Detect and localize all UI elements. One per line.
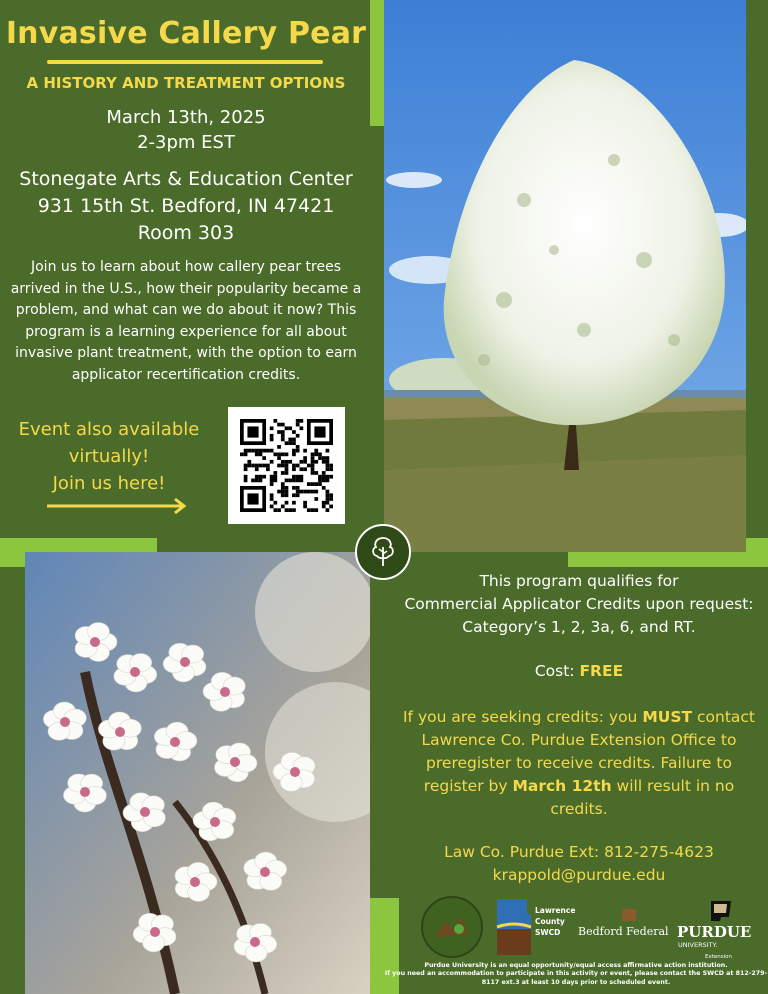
event-description: Join us to learn about how callery pear trees arrived in the U.S., how their popularity became a problem, and what can we do about it now? This program is a learning experience for all about invasive plant treatment, with the option to earn applicator recertification credits.: [10, 259, 362, 383]
swcd-seal-logo: [422, 897, 482, 957]
event-venue: [0, 166, 372, 247]
venue-room: Room 303: [137, 222, 235, 244]
lawrence-line-1: Lawrence: [535, 906, 576, 915]
qr-code[interactable]: [228, 407, 345, 524]
cost-value: FREE: [579, 662, 624, 680]
contact-info: [390, 841, 768, 887]
sponsor-logos: [415, 895, 765, 960]
bedford-text: Bedford Federal: [578, 925, 669, 938]
event-datetime: [0, 105, 372, 155]
credits-line-1: This program qualifies for: [479, 572, 679, 590]
notice-part-1: If you are seeking credits: you: [402, 708, 643, 726]
cost-label: Cost:: [534, 662, 575, 680]
blossom-photo: [25, 552, 370, 994]
event-time: 2-3pm EST: [137, 132, 235, 153]
notice-part-2: contact Lawrence Co. Purdue Extension Office to preregister to receive credits. Failure to register by: [421, 708, 755, 795]
event-date: March 13th, 2025: [106, 107, 266, 128]
disclaimer-line-2: If you need an accommodation to participate in this activity or event, please contact the SWCD at 812-279-8117 ext.3 at least 10 days prior to scheduled event.: [384, 970, 768, 986]
qr-code-pattern: [240, 419, 333, 512]
virtual-callout: [14, 416, 204, 497]
lawrence-line-2: County: [535, 917, 565, 926]
notice-must: MUST: [642, 708, 693, 726]
contact-phone: Law Co. Purdue Ext: 812-275-4623: [444, 843, 714, 861]
notice-deadline: March 12th: [512, 777, 612, 795]
purdue-university-text: UNIVERSITY.: [678, 941, 718, 949]
lawrence-line-3: SWCD: [535, 928, 561, 937]
title-underline: [47, 60, 323, 64]
arrow-right-icon: [47, 496, 189, 516]
venue-address: 931 15th St. Bedford, IN 47421: [37, 195, 335, 217]
event-subtitle: A HISTORY AND TREATMENT OPTIONS: [26, 74, 346, 92]
credits-line-2: Commercial Applicator Credits upon request:: [404, 595, 754, 613]
registration-notice: [390, 706, 768, 821]
cost-info: [390, 660, 768, 683]
notice-part-3: will result in no credits.: [550, 777, 735, 818]
venue-name: Stonegate Arts & Education Center: [19, 168, 353, 190]
contact-email[interactable]: krappold@purdue.edu: [492, 866, 666, 884]
credits-line-3: Category’s 1, 2, 3a, 6, and RT.: [462, 618, 696, 636]
disclaimer: [384, 962, 768, 987]
bedford-federal-logo: [578, 909, 669, 938]
event-title: Invasive Callery Pear: [5, 16, 367, 51]
purdue-extension-text: Extension: [705, 954, 733, 960]
credits-info: [390, 570, 768, 639]
virtual-line-2: virtually!: [68, 446, 150, 467]
virtual-line-3: Join us here!: [52, 473, 166, 494]
virtual-line-1: Event also available: [18, 419, 200, 440]
disclaimer-line-1: Purdue University is an equal opportunity/equal access affirmative action institution.: [424, 962, 728, 969]
purdue-text: PURDUE: [677, 923, 752, 941]
tree-photo: [384, 0, 746, 552]
purdue-logo: [677, 901, 751, 960]
lawrence-county-swcd-logo: [497, 899, 575, 955]
